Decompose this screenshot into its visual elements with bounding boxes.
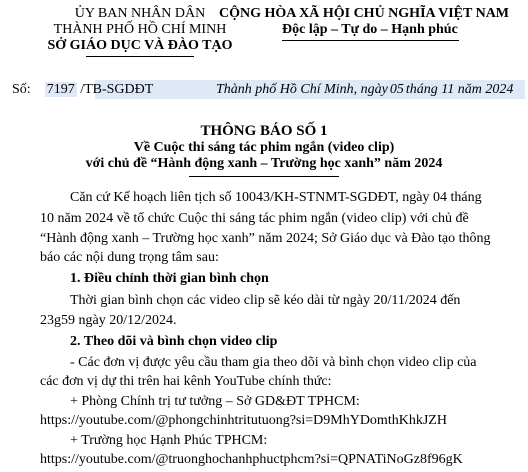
agency-line-2: THÀNH PHỐ HỒ CHÍ MINH — [53, 22, 227, 37]
intro-line-2: 10 năm 2024 về tổ chức Cuộc thi sáng tác phim ngắn (video clip) với chủ đề — [40, 211, 469, 226]
intro-line-1: Căn cứ Kế hoạch liên tịch số 10043/KH-STNMT-SGDĐT, ngày 04 tháng — [70, 190, 482, 205]
intro-line-3: “Hành động xanh – Trường học xanh” năm 2024; Sở Giáo dục và Đào tạo thông — [40, 231, 491, 246]
motto-underline — [282, 40, 459, 41]
channel-2-label: + Trường học Hạnh Phúc TPHCM: — [70, 433, 268, 448]
notice-subject-2: với chủ đề “Hành động xanh – Trường học xanh” năm 2024 — [85, 156, 443, 171]
place-date: Thành phố Hồ Chí Minh, ngày 05 tháng 11 năm 2024 — [216, 82, 514, 97]
intro-line-4: báo các nội dung trọng tâm sau: — [40, 250, 219, 265]
doc-number-value: 7197 — [46, 82, 75, 97]
agency-underline — [86, 56, 194, 57]
notice-title: THÔNG BÁO SỐ 1 — [200, 123, 328, 139]
doc-number — [12, 82, 153, 98]
section-1-line-1: Thời gian bình chọn các video clip sẽ kéo dài từ ngày 20/11/2024 đến — [70, 293, 461, 308]
doc-number-prefix: Số: — [12, 82, 31, 97]
section-2-line-2: các đơn vị dự thi trên hai kênh YouTube chính thức: — [40, 374, 332, 389]
country-name: CỘNG HÒA XÃ HỘI CHỦ NGHĨA VIỆT NAM — [219, 6, 510, 21]
channel-1-link[interactable]: https://youtube.com/@phongchinhtritutuong?si=D9MhYDomthKhkJZH — [40, 413, 447, 428]
motto: Độc lập – Tự do – Hạnh phúc — [282, 22, 458, 37]
section-2-line-1: - Các đơn vị được yêu cầu tham gia theo dõi và bình chọn video clip của — [70, 355, 477, 370]
section-2-heading: 2. Theo dõi và bình chọn video clip — [70, 334, 278, 349]
title-underline — [189, 176, 339, 177]
channel-1-label: + Phòng Chính trị tư tưởng – Sở GD&ĐT TPHCM: — [70, 394, 360, 409]
agency-line-1: ỦY BAN NHÂN DÂN — [74, 6, 206, 21]
channel-2-link[interactable]: https://youtube.com/@truonghochanhphuctphcm?si=QPNATiNoGz8f96gK — [40, 452, 463, 467]
agency-name: SỞ GIÁO DỤC VÀ ĐÀO TẠO — [47, 38, 233, 53]
date-day: 05 — [389, 82, 404, 97]
doc-number-suffix: /TB-SGDĐT — [80, 82, 154, 97]
section-1-heading: 1. Điều chỉnh thời gian bình chọn — [70, 271, 269, 286]
section-1-line-2: 23g59 ngày 20/12/2024. — [40, 313, 177, 328]
notice-subject-1: Về Cuộc thi sáng tác phim ngắn (video clip) — [133, 140, 395, 155]
